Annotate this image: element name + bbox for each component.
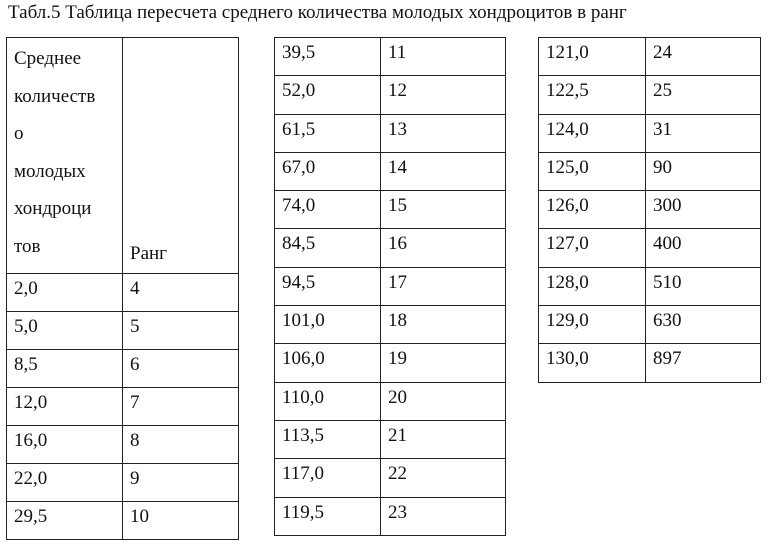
table-row xyxy=(275,267,506,305)
table-row xyxy=(539,267,761,305)
rank-cell: 31 xyxy=(646,114,761,152)
mean-cell: 110,0 xyxy=(275,382,381,420)
rank-cell: 24 xyxy=(646,38,761,76)
header-line: количеств xyxy=(14,85,96,107)
rank-cell: 8 xyxy=(123,426,239,464)
mean-cell: 2,0 xyxy=(7,274,123,312)
mean-cell: 101,0 xyxy=(275,306,381,344)
mean-cell: 61,5 xyxy=(275,114,381,152)
header-rank: Ранг xyxy=(123,38,239,274)
rank-cell: 300 xyxy=(646,191,761,229)
mean-cell: 113,5 xyxy=(275,420,381,458)
table-row xyxy=(7,502,239,540)
rank-cell: 23 xyxy=(381,497,506,535)
rank-cell: 16 xyxy=(381,229,506,267)
rank-cell: 20 xyxy=(381,382,506,420)
mean-cell: 122,5 xyxy=(539,76,646,114)
table-row xyxy=(275,497,506,535)
table-row xyxy=(275,344,506,382)
mean-cell: 121,0 xyxy=(539,38,646,76)
mean-cell: 84,5 xyxy=(275,229,381,267)
table-row xyxy=(275,229,506,267)
table-row xyxy=(275,191,506,229)
mean-cell: 74,0 xyxy=(275,191,381,229)
mean-cell: 16,0 xyxy=(7,426,123,464)
rank-cell: 17 xyxy=(381,267,506,305)
table-row xyxy=(539,344,761,382)
rank-cell: 4 xyxy=(123,274,239,312)
mean-cell: 129,0 xyxy=(539,306,646,344)
rank-cell: 5 xyxy=(123,312,239,350)
conversion-table-part-3 xyxy=(538,37,761,383)
table-row xyxy=(275,152,506,190)
mean-cell: 8,5 xyxy=(7,350,123,388)
rank-cell: 9 xyxy=(123,464,239,502)
table-row xyxy=(539,191,761,229)
table-row xyxy=(7,312,239,350)
table-row xyxy=(275,459,506,497)
mean-cell: 130,0 xyxy=(539,344,646,382)
rank-cell: 11 xyxy=(381,38,506,76)
table-row xyxy=(275,306,506,344)
table-row xyxy=(7,274,239,312)
rank-cell: 90 xyxy=(646,152,761,190)
rank-cell: 12 xyxy=(381,76,506,114)
header-mean-count xyxy=(7,38,123,274)
table-row xyxy=(539,114,761,152)
rank-cell: 19 xyxy=(381,344,506,382)
mean-cell: 125,0 xyxy=(539,152,646,190)
mean-cell: 12,0 xyxy=(7,388,123,426)
header-line: тов xyxy=(14,235,41,257)
mean-cell: 39,5 xyxy=(275,38,381,76)
rank-cell: 510 xyxy=(646,267,761,305)
table-row xyxy=(275,114,506,152)
mean-cell: 119,5 xyxy=(275,497,381,535)
mean-cell: 67,0 xyxy=(275,152,381,190)
mean-cell: 117,0 xyxy=(275,459,381,497)
conversion-table-part-2 xyxy=(274,37,506,536)
table-row xyxy=(539,152,761,190)
table-row xyxy=(7,426,239,464)
table-row xyxy=(7,350,239,388)
rank-cell: 7 xyxy=(123,388,239,426)
header-line: молодых xyxy=(14,160,86,182)
table-row xyxy=(275,382,506,420)
header-line: о xyxy=(14,123,24,144)
mean-cell: 127,0 xyxy=(539,229,646,267)
mean-cell: 106,0 xyxy=(275,344,381,382)
table-header-row xyxy=(7,38,239,274)
rank-cell: 14 xyxy=(381,152,506,190)
table-row xyxy=(275,420,506,458)
table-row xyxy=(275,76,506,114)
mean-cell: 126,0 xyxy=(539,191,646,229)
table-row xyxy=(539,229,761,267)
table-row xyxy=(539,306,761,344)
page-title: Табл.5 Таблица пересчета среднего количества молодых хондроцитов в ранг xyxy=(8,2,627,23)
rank-cell: 21 xyxy=(381,420,506,458)
table-row xyxy=(7,464,239,502)
rank-cell: 630 xyxy=(646,306,761,344)
rank-cell: 6 xyxy=(123,350,239,388)
rank-cell: 18 xyxy=(381,306,506,344)
table-row xyxy=(7,388,239,426)
mean-cell: 29,5 xyxy=(7,502,123,540)
table-row xyxy=(275,38,506,76)
rank-cell: 13 xyxy=(381,114,506,152)
mean-cell: 5,0 xyxy=(7,312,123,350)
table-row xyxy=(539,38,761,76)
rank-cell: 897 xyxy=(646,344,761,382)
rank-cell: 22 xyxy=(381,459,506,497)
rank-cell: 15 xyxy=(381,191,506,229)
mean-cell: 52,0 xyxy=(275,76,381,114)
rank-cell: 25 xyxy=(646,76,761,114)
mean-cell: 22,0 xyxy=(7,464,123,502)
mean-cell: 128,0 xyxy=(539,267,646,305)
rank-cell: 400 xyxy=(646,229,761,267)
mean-cell: 124,0 xyxy=(539,114,646,152)
table-row xyxy=(539,76,761,114)
conversion-table-part-1 xyxy=(6,37,239,540)
mean-cell: 94,5 xyxy=(275,267,381,305)
rank-cell: 10 xyxy=(123,502,239,540)
header-line: хондроци xyxy=(14,198,92,219)
header-line: Среднее xyxy=(14,48,82,69)
